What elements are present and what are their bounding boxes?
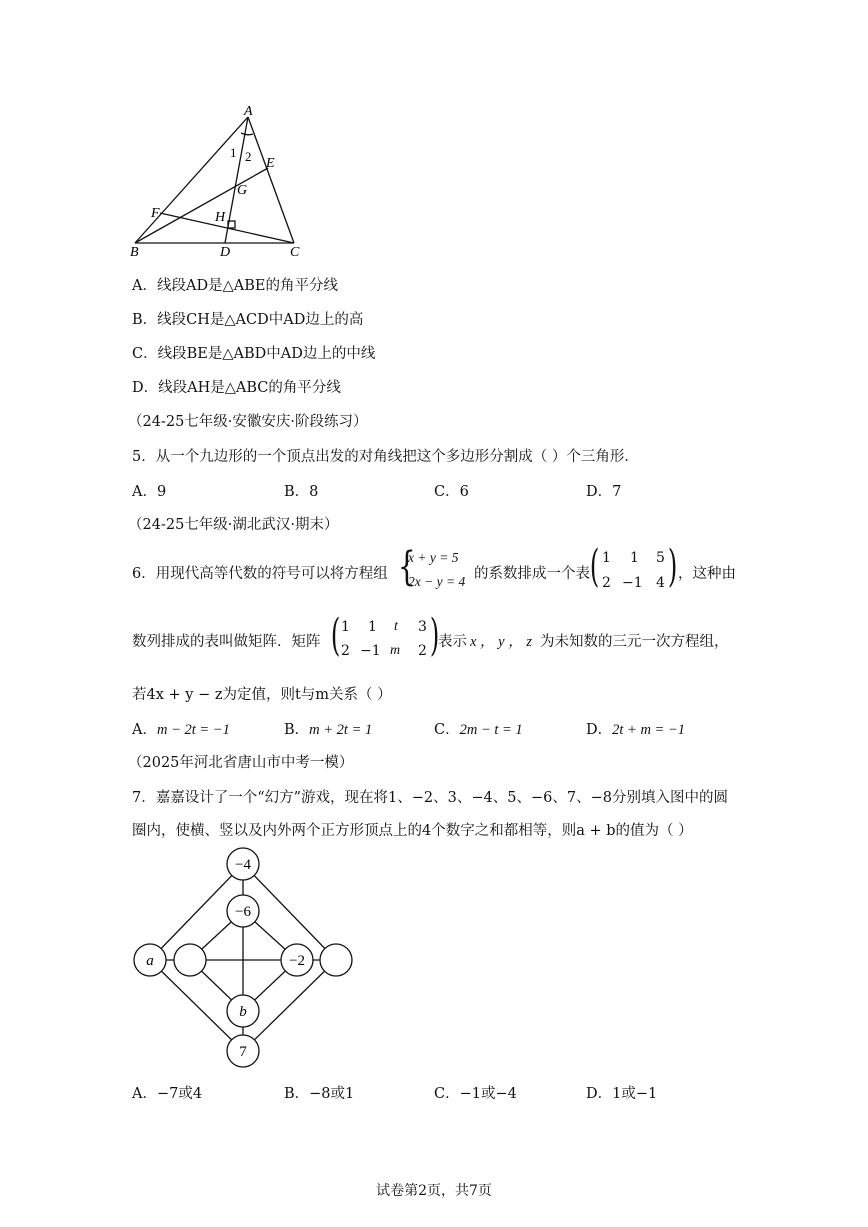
label-B: B: [130, 245, 139, 260]
q6-m1-r1c2: 1: [630, 550, 639, 566]
label-G: G: [237, 183, 248, 198]
circle-right: [320, 944, 352, 976]
value-inner-top: −6: [235, 904, 251, 920]
q6-m2-r1c4: 3: [418, 619, 427, 635]
q6-vars: x ， y ， z: [470, 634, 533, 650]
q4-option-b: B．线段CH是△ACD中AD边上的高: [132, 312, 364, 328]
q5-option-b: B．8: [284, 484, 319, 500]
q6-m2-r2c1: 2: [341, 643, 350, 659]
q4-option-a: A．线段AD是△ABE的角平分线: [132, 278, 338, 294]
q6-m1-r1c1: 1: [602, 550, 611, 566]
value-top: −4: [235, 857, 251, 873]
q6-eq1: x + y = 5: [408, 550, 459, 565]
value-left: a: [146, 953, 154, 969]
label-C: C: [290, 245, 300, 260]
magic-square-figure: [125, 845, 365, 1077]
circle-inner-left: [174, 944, 206, 976]
q4-option-d: D．线段AH是△ABC的角平分线: [132, 380, 341, 396]
q6-line1a: 6．用现代高等代数的符号可以将方程组: [132, 566, 388, 582]
q6-m2-r2c3: m: [390, 643, 401, 658]
q5-stem: 5．从一个九边形的一个顶点出发的对角线把这个多边形分割成（ ）个三角形．: [132, 449, 639, 465]
q4-option-c: C．线段BE是△ABD中AD边上的中线: [132, 346, 376, 362]
q7-option-d: D．1或−1: [586, 1086, 658, 1102]
label-1: 1: [230, 145, 237, 160]
q6-matrix1-rparen: ): [667, 541, 678, 592]
q6-m1-r1c3: 5: [656, 550, 665, 566]
q6-line1b: 的系数排成一个表: [474, 566, 590, 582]
value-inner-bottom: b: [239, 1004, 247, 1020]
value-bottom: 7: [239, 1044, 247, 1060]
q6-m2-r2c4: 2: [418, 643, 427, 659]
label-2: 2: [245, 149, 252, 164]
q6-option-d: D．2t + m = −1: [586, 722, 685, 738]
q6-m2-r1c2: 1: [368, 619, 377, 635]
triangle-figure: [120, 105, 320, 260]
q7-line2: 圈内，使横、竖以及内外两个正方形顶点上的4个数字之和都相等，则a + b的值为（ ）: [132, 823, 693, 839]
label-F: F: [151, 206, 160, 221]
q6-option-a: A．m − 2t = −1: [132, 722, 230, 738]
q6-option-c: C．2m − t = 1: [434, 722, 523, 738]
q6-m1-r2c1: 2: [602, 575, 611, 591]
q6-line2a: 数列排成的表叫做矩阵．矩阵: [132, 634, 321, 650]
q6-m1-r2c3: 4: [656, 575, 665, 591]
q6-line3: 若4x + y − z为定值，则t与m关系（ ）: [132, 687, 392, 703]
label-E: E: [266, 156, 275, 171]
q5-option-a: A．9: [132, 484, 167, 500]
q6-system-brace: {: [397, 544, 416, 590]
q6-m2-r1c1: 1: [341, 619, 350, 635]
q6-m2-r1c3: t: [394, 619, 398, 634]
page-footer: 试卷第2页，共7页: [376, 1183, 492, 1199]
label-A: A: [244, 105, 253, 119]
q6-line2b: 表示: [438, 634, 467, 650]
q7-option-a: A．−7或4: [132, 1086, 203, 1102]
q7-option-b: B．−8或1: [284, 1086, 355, 1102]
q5-source: （24-25七年级·安徽安庆·阶段练习）: [128, 414, 368, 430]
q6-line2c: 为未知数的三元一次方程组，: [540, 634, 729, 650]
q6-matrix2-lparen: (: [330, 610, 341, 661]
q7-source: （2025年河北省唐山市中考一模）: [128, 755, 354, 771]
label-H: H: [215, 210, 226, 225]
label-D: D: [220, 245, 231, 260]
q6-option-b: B．m + 2t = 1: [284, 722, 373, 738]
q6-line1c: ，这种由: [678, 566, 736, 582]
q5-option-d: D．7: [586, 484, 622, 500]
q6-eq2: 2x − y = 4: [408, 574, 466, 589]
q7-line1: 7．嘉嘉设计了一个“幻方”游戏，现在将1、−2、3、−4、5、−6、7、−8分别填入图中的圆: [132, 790, 728, 806]
q6-m1-r2c2: −1: [622, 575, 643, 591]
q6-source: （24-25七年级·湖北武汉·期末）: [128, 517, 339, 533]
q5-option-c: C．6: [434, 484, 469, 500]
q6-matrix1-lparen: (: [589, 541, 600, 592]
q6-matrix2-rparen: ): [429, 610, 440, 661]
q6-m2-r2c2: −1: [360, 643, 381, 659]
q7-option-c: C．−1或−4: [434, 1086, 517, 1102]
value-inner-right: −2: [289, 953, 305, 969]
